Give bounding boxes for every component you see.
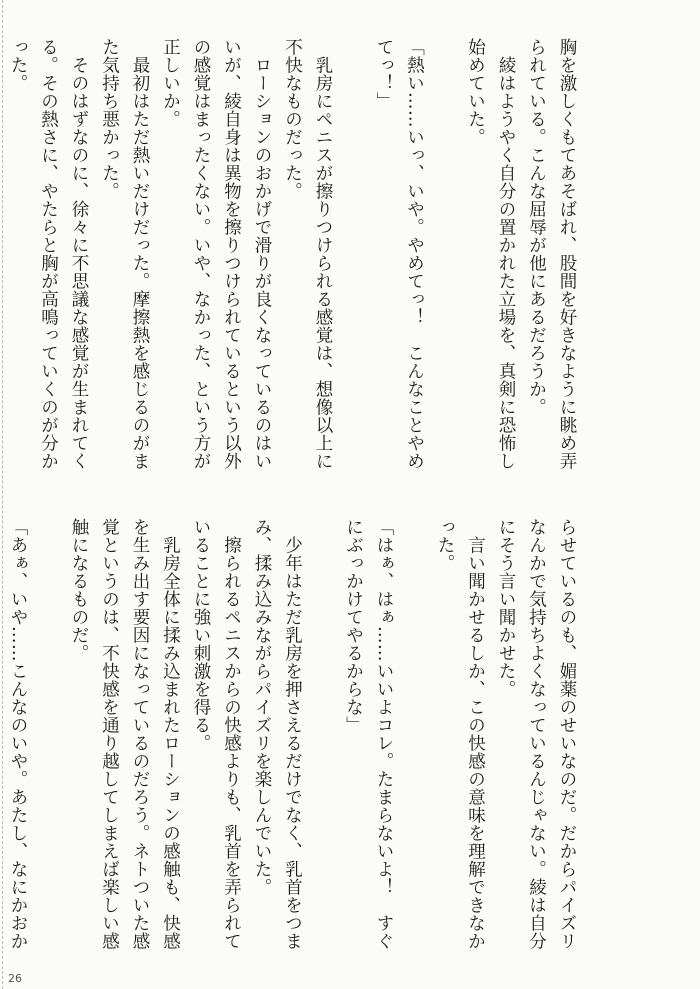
page-number: 26 <box>8 972 22 985</box>
upper-text-block: 胸を激しくもてあそばれ、股間を好きなように眺め弄られている。こんな屈辱が他にあるだろうか。 綾はようやく自分の置かれた立場を、真剣に恐怖し始めていた。 「熱い……いっ、いや。やめてっ！ こんなことやめてっ！」 乳房にペニスが擦りつけられる感覚は、想像以上に不快なものだった。 ローションのおかげで滑りが良くなっているのはいいが、綾自身は異物を擦りつけられているという以外の感覚はまったくない。いや、なかった、という方が正しいか。 最初はただ熱いだけだった。摩擦熱を感じるのがまた気持ち悪かった。 そのはずなのに、徐々に不思議な感覚が生まれてくる。その熱さに、やたらと胸が高鳴っていくのが分かった。 <box>8 38 577 470</box>
lower-text-block: らせているのも、媚薬のせいなのだ。だからパイズリなんかで気持ちよくなっているんじゃない。綾は自分にそう言い聞かせた。 言い聞かせるしか、この快感の意味を理解できなかった。 「はぁ、はぁ……いいよコレ。たまらないよ！ すぐにぶっかけてやるからな」 少年はただ乳房を押さえるだけでなく、乳首をつまみ、揉み込みながらパイズリを楽しんでいた。 擦られるペニスからの快感よりも、乳首を弄られていることに強い刺激を得る。 乳房全体に揉み込まれたローションの感触も、快感を生み出す要因になっているのだろう。ネトついた感覚というのは、不快感を通り越してしまえば楽しい感触になるものだ。 「あぁ、いや……こんなのいや。あたし、なにかおか <box>8 518 577 950</box>
